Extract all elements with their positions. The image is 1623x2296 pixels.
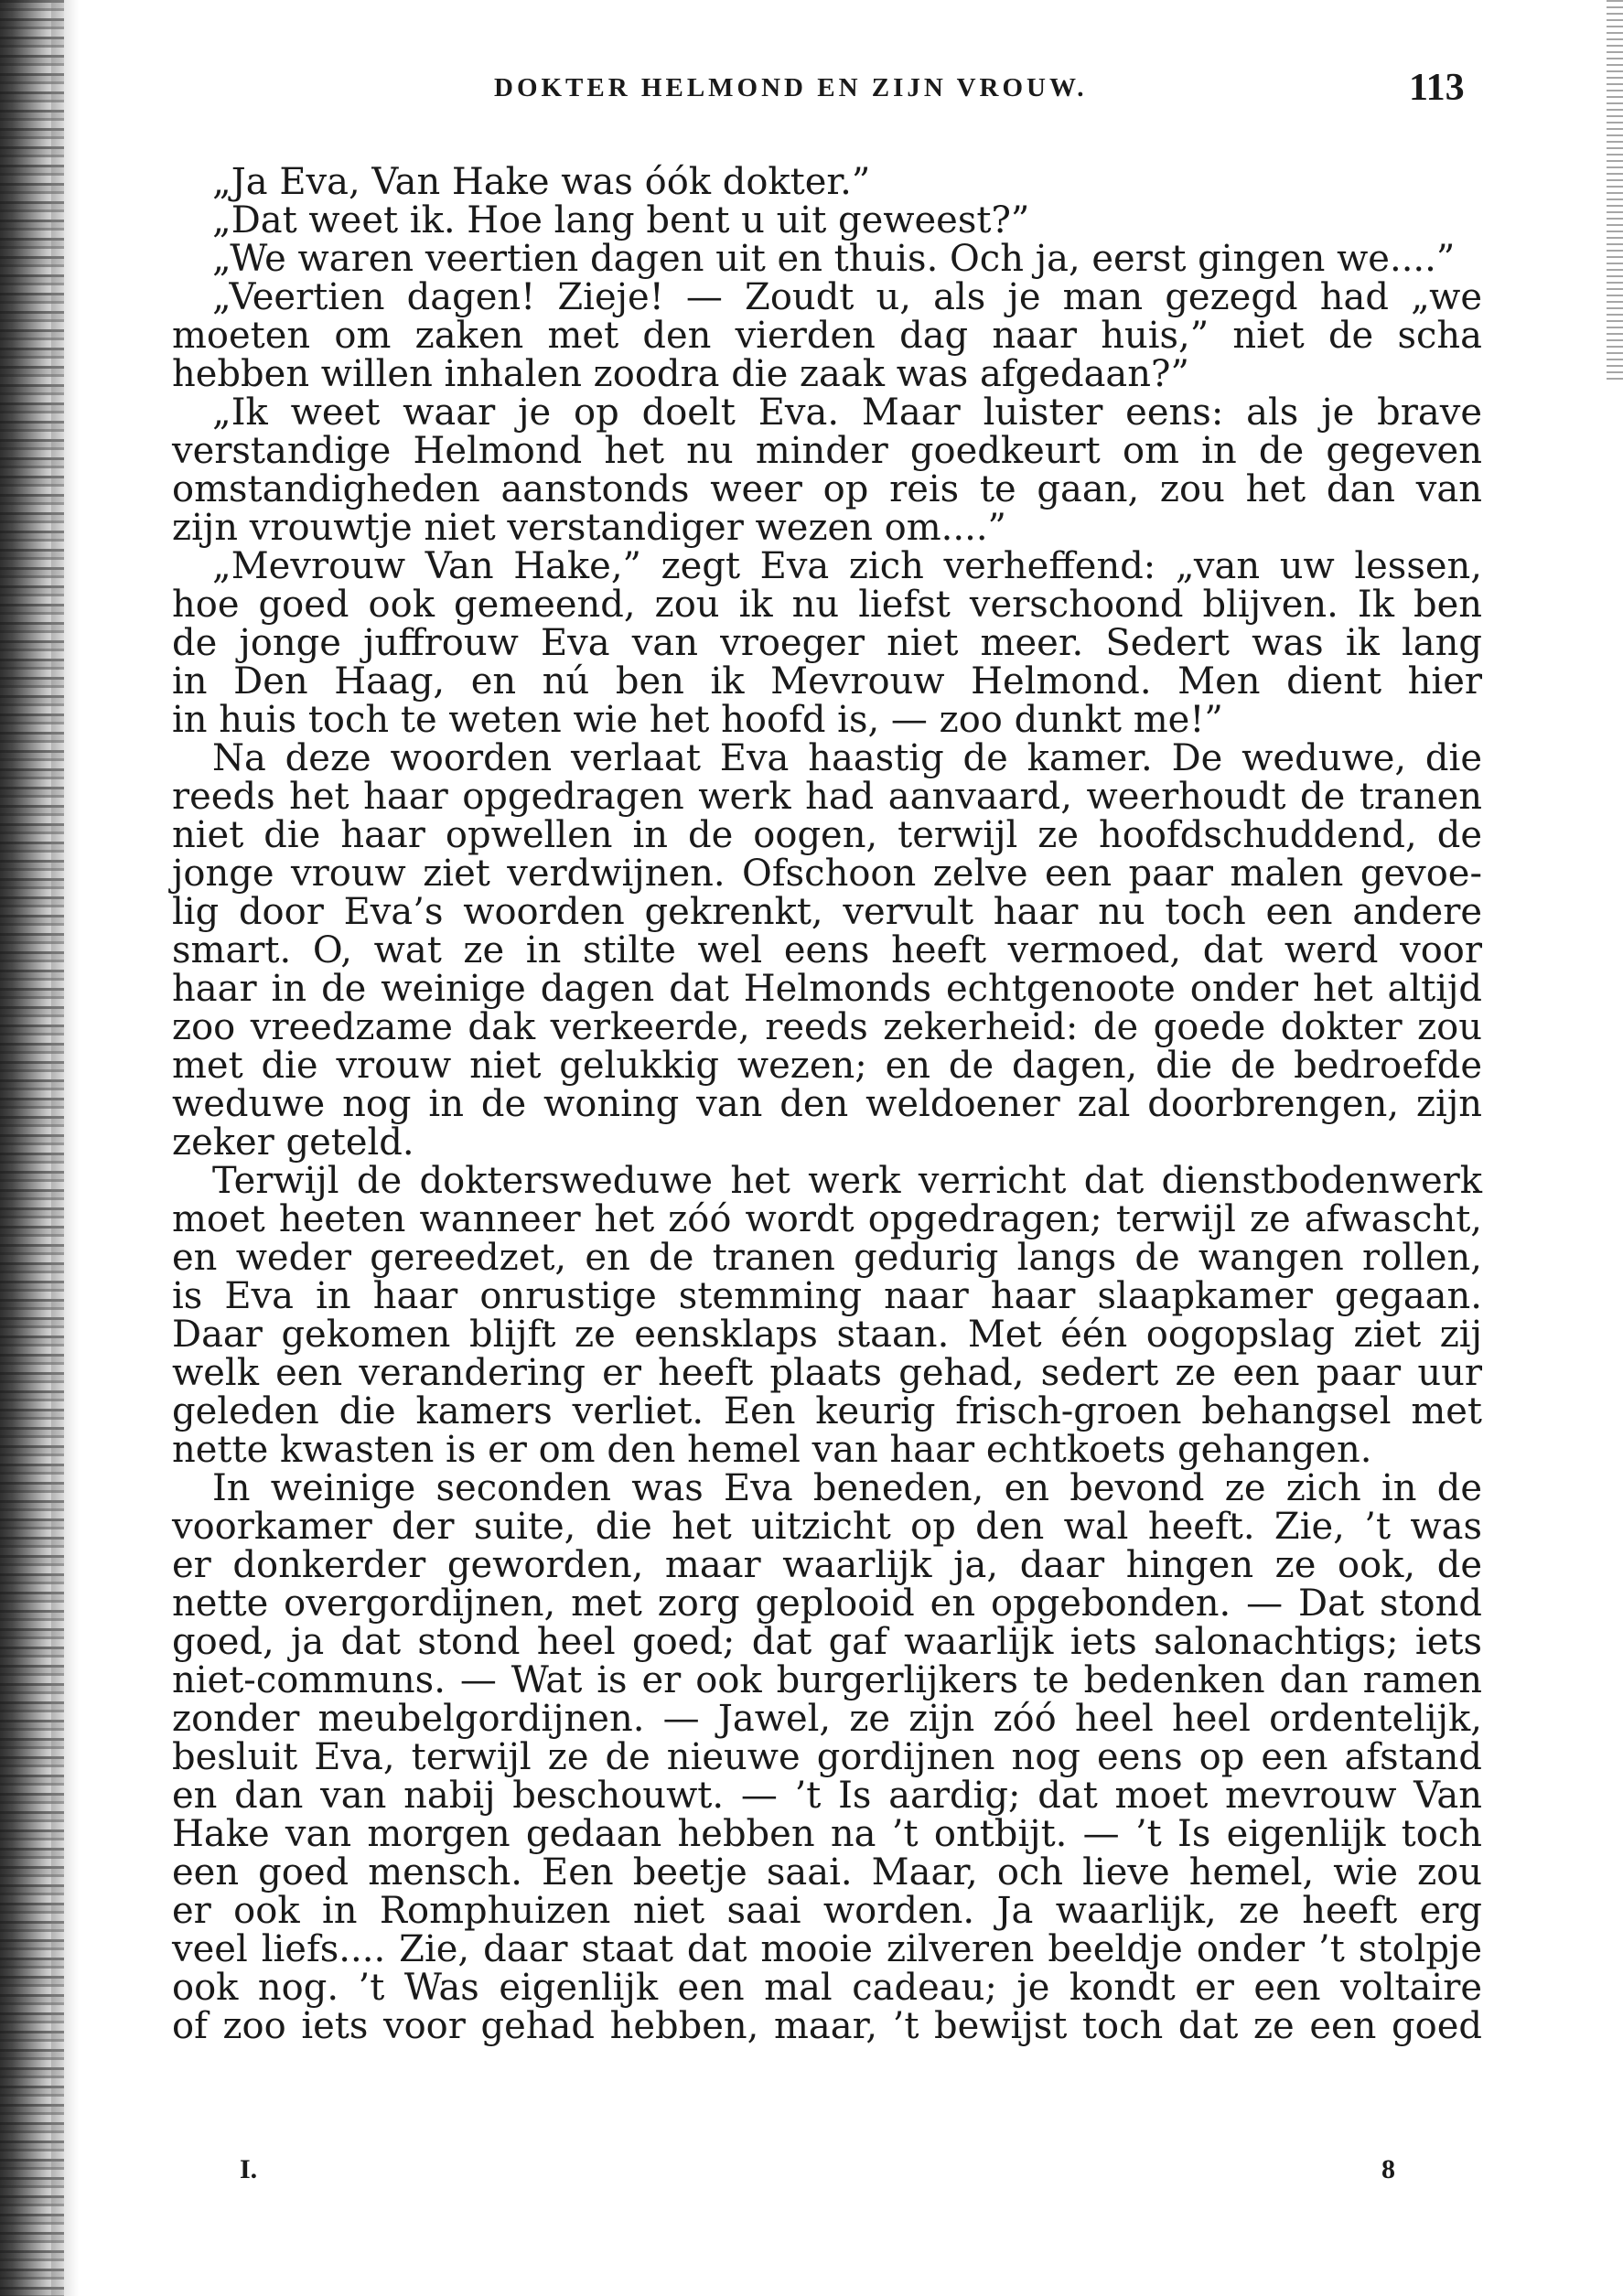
text-line: nette overgordijnen, met zorg geplooid en opgebonden. — Dat stond bbox=[172, 1583, 1482, 1625]
text-line: verstandige Helmond het nu minder goedkeurt om in de gegeven bbox=[172, 430, 1482, 472]
text-line: „Dat weet ik. Hoe lang bent u uit geweest?” bbox=[212, 199, 1030, 241]
page-edge bbox=[1607, 0, 1623, 384]
text-line: in huis toch te weten wie het hoofd is, — zoo dunkt me!” bbox=[172, 699, 1223, 741]
text-line: en weder gereedzet, en de tranen gedurig langs de wangen rollen, bbox=[172, 1237, 1482, 1279]
text-line: zonder meubelgordijnen. — Jawel, ze zijn zóó heel heel ordentelijk, bbox=[172, 1698, 1482, 1740]
running-head: DOKTER HELMOND EN ZIJN VROUW. bbox=[494, 73, 1088, 102]
text-line: Daar gekomen blijft ze eensklaps staan. Met één oogopslag ziet zij bbox=[172, 1314, 1482, 1356]
text-line: niet die haar opwellen in de oogen, terwijl ze hoofdschuddend, de bbox=[172, 814, 1482, 856]
text-line: voorkamer der suite, die het uitzicht op den wal heeft. Zie, ’t was bbox=[172, 1506, 1482, 1548]
text-line: moeten om zaken met den vierden dag naar huis,” niet de scha bbox=[172, 315, 1482, 357]
text-line: Terwijl de doktersweduwe het werk verricht dat dienstbodenwerk bbox=[212, 1160, 1482, 1202]
text-line: een goed mensch. Een beetje saai. Maar, och lieve hemel, wie zou bbox=[172, 1851, 1482, 1894]
text-line: weduwe nog in de woning van den weldoener zal doorbrengen, zijn bbox=[172, 1083, 1482, 1125]
text-line: veel liefs.... Zie, daar staat dat mooie zilveren beeldje onder ’t stolpje bbox=[172, 1928, 1482, 1970]
text-line: Na deze woorden verlaat Eva haastig de kamer. De weduwe, die bbox=[212, 737, 1482, 779]
text-line: reeds het haar opgedragen werk had aanvaard, weerhoudt de tranen bbox=[172, 776, 1482, 818]
text-line: nette kwasten is er om den hemel van haar echtkoets gehangen. bbox=[172, 1429, 1372, 1471]
text-line: In weinige seconden was Eva beneden, en bevond ze zich in de bbox=[212, 1467, 1482, 1509]
text-line: besluit Eva, terwijl ze de nieuwe gordijnen nog eens op een afstand bbox=[172, 1736, 1482, 1778]
text-line: hoe goed ook gemeend, zou ik nu liefst verschoond blijven. Ik ben bbox=[172, 584, 1482, 626]
text-line: haar in de weinige dagen dat Helmonds echtgenoote onder het altijd bbox=[172, 968, 1482, 1010]
text-line: „Veertien dagen! Zieje! — Zoudt u, als je man gezegd had „we bbox=[212, 276, 1482, 318]
text-line: „Mevrouw Van Hake,” zegt Eva zich verheffend: „van uw lessen, bbox=[212, 545, 1482, 587]
text-line: en dan van nabij beschouwt. — ’t Is aardig; dat moet mevrouw Van bbox=[172, 1775, 1482, 1817]
text-line: moet heeten wanneer het zóó wordt opgedragen; terwijl ze afwascht, bbox=[172, 1198, 1482, 1240]
text-line: er ook in Romphuizen niet saai worden. Ja waarlijk, ze heeft erg bbox=[172, 1890, 1482, 1932]
text-line: niet-communs. — Wat is er ook burgerlijkers te bedenken dan ramen bbox=[172, 1659, 1482, 1701]
text-line: in Den Haag, en nú ben ik Mevrouw Helmond. Men dient hier bbox=[172, 660, 1482, 703]
body-text bbox=[172, 163, 1482, 2045]
signature-mark: I. bbox=[240, 2154, 258, 2184]
text-line: „Ja Eva, Van Hake was óók dokter.” bbox=[212, 161, 871, 203]
sheet-number: 8 bbox=[1381, 2154, 1395, 2184]
text-line: Hake van morgen gedaan hebben na ’t ontbijt. — ’t Is eigenlijk toch bbox=[172, 1813, 1482, 1855]
text-line: lig door Eva’s woorden gekrenkt, vervult haar nu toch een andere bbox=[172, 891, 1482, 933]
text-line: de jonge juffrouw Eva van vroeger niet meer. Sedert was ik lang bbox=[172, 622, 1482, 664]
text-line: geleden die kamers verliet. Een keurig frisch-groen behangsel met bbox=[172, 1390, 1482, 1432]
text-line: omstandigheden aanstonds weer op reis te gaan, zou het dan van bbox=[172, 468, 1482, 510]
text-line: welk een verandering er heeft plaats gehad, sedert ze een paar uur bbox=[172, 1352, 1482, 1394]
text-line: jonge vrouw ziet verdwijnen. Ofschoon zelve een paar malen gevoe- bbox=[172, 853, 1482, 895]
text-line: er donkerder geworden, maar waarlijk ja, daar hingen ze ook, de bbox=[172, 1544, 1482, 1586]
text-line: of zoo iets voor gehad hebben, maar, ’t bewijst toch dat ze een goed bbox=[172, 2005, 1482, 2047]
text-line: zeker geteld. bbox=[172, 1121, 414, 1164]
text-line: ook nog. ’t Was eigenlijk een mal cadeau; je kondt er een voltaire bbox=[172, 1967, 1482, 2009]
text-line: met die vrouw niet gelukkig wezen; en de dagen, die de bedroefde bbox=[172, 1045, 1482, 1087]
page-number: 113 bbox=[1409, 67, 1465, 109]
text-line: „We waren veertien dagen uit en thuis. Och ja, eerst gingen we....” bbox=[212, 238, 1456, 280]
text-line: „Ik weet waar je op doelt Eva. Maar luister eens: als je brave bbox=[212, 392, 1482, 434]
text-line: hebben willen inhalen zoodra die zaak was afgedaan?” bbox=[172, 353, 1189, 395]
text-line: zoo vreedzame dak verkeerde, reeds zekerheid: de goede dokter zou bbox=[172, 1006, 1482, 1048]
text-line: is Eva in haar onrustige stemming naar haar slaapkamer gegaan. bbox=[172, 1275, 1482, 1317]
text-line: goed, ja dat stond heel goed; dat gaf waarlijk iets salonachtigs; iets bbox=[172, 1621, 1482, 1663]
text-line: smart. O, wat ze in stilte wel eens heeft vermoed, dat werd voor bbox=[172, 929, 1482, 971]
text-line: zijn vrouwtje niet verstandiger wezen om....” bbox=[172, 507, 1006, 549]
binding-shadow bbox=[51, 0, 79, 2296]
